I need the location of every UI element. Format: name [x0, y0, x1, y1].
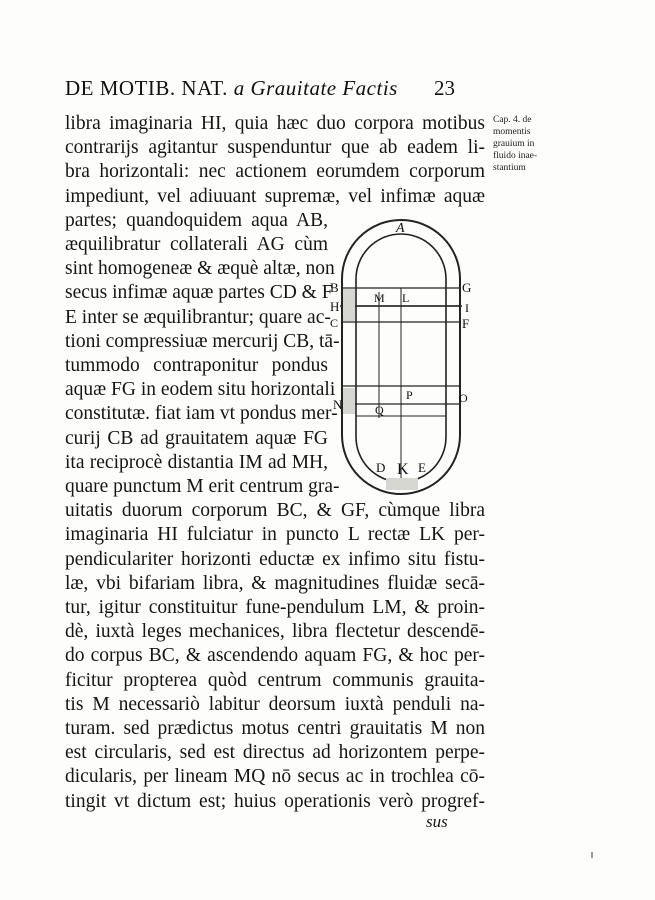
catchword: sus — [426, 812, 448, 831]
running-title-italic: a Grauitate Factis — [233, 76, 398, 100]
text-line: sint homogeneæ & æquè altæ, non — [65, 258, 335, 280]
tube-diagram — [330, 212, 490, 502]
label-n: N — [333, 397, 343, 412]
label-c: C — [330, 316, 339, 330]
text-line: do corpus BC, & ascendendo aquam FG, & hoc per- — [65, 645, 485, 667]
running-header — [65, 76, 465, 102]
text-line: ita reciprocè distantia IM ad MH, — [65, 451, 328, 473]
label-o: O — [459, 391, 468, 405]
label-a: A — [396, 221, 405, 236]
text-line: constitutæ. fiat iam vt pondus mer- — [65, 403, 338, 425]
text-line: aquæ FG in eodem situ horizontali — [65, 379, 336, 401]
text-line: secus infimæ aquæ partes CD & F — [65, 282, 333, 304]
text-line: turam. sed prædictus motus centri grauitatis M non — [65, 718, 485, 739]
text-line: contrarijs agitantur suspenduntur que ab eadem li- — [65, 137, 485, 159]
label-b: B — [330, 280, 339, 295]
mercury-bottom — [386, 478, 418, 490]
text-line: æquilibratur collaterali AG cùm — [65, 234, 328, 255]
text-line: bra horizontali: nec actionem eorumdem corporum — [65, 161, 485, 183]
margin-note — [493, 114, 573, 174]
page-speck — [591, 852, 593, 858]
text-line: E inter se æquilibrantur; quare ac- — [65, 306, 331, 328]
label-k: K — [397, 461, 409, 478]
text-line: tis M necessariò labitur deorsum iuxtà penduli na- — [65, 693, 485, 715]
running-title-caps: DE MOTIB. NAT. — [65, 76, 228, 100]
text-line: ficitur propterea quòd centrum communis grauita- — [65, 669, 485, 691]
text-line: tioni compressiuæ mercurij CB, tā- — [65, 330, 340, 352]
label-l: L — [402, 291, 410, 305]
text-line: imaginaria HI fulciatur in puncto L rectæ LK per- — [65, 524, 485, 546]
label-e: E — [418, 460, 426, 475]
text-line: tingit vt dictum est; huius operationis verò progref- — [65, 790, 485, 812]
text-line: quare punctum M erit centrum gra- — [65, 476, 340, 497]
text-line: partes; quandoquidem aqua AB, — [65, 209, 328, 231]
margin-note-line: momentis — [493, 127, 531, 137]
text-line: curij CB ad grauitatem aquæ FG — [65, 427, 328, 449]
margin-note-line: stantium — [493, 163, 526, 173]
text-line: libra imaginaria HI, quia hæc duo corpora motibus — [65, 113, 485, 134]
mercury-left-lower — [343, 388, 355, 414]
text-line: pendiculariter horizonti eductæ ex infimo situ fistu- — [65, 548, 485, 570]
label-i: I — [465, 301, 469, 315]
tube-diagram-svg — [330, 212, 490, 502]
margin-note-line: Cap. 4. de — [493, 115, 532, 125]
label-g: G — [462, 280, 472, 295]
text-line: uitatis duorum corporum BC, & GF, cùmque libra — [65, 500, 485, 522]
text-line: dicularis, per lineam MQ nō secus ac in trochlea cō- — [65, 766, 485, 788]
label-p: P — [406, 388, 413, 402]
label-d: D — [376, 460, 386, 475]
margin-note-line: fluido inae- — [493, 151, 538, 161]
text-line: impediunt, vel adiuuant supremæ, vel infimæ aquæ — [65, 185, 485, 207]
page-number: 23 — [434, 76, 455, 100]
running-title — [65, 76, 398, 101]
margin-note-line: grauium in — [493, 139, 535, 149]
label-m: M — [374, 291, 385, 305]
text-line: tummodo contraponitur pondus — [65, 355, 328, 376]
text-line: dè, iuxtà leges mechanices, libra flectetur descendē- — [65, 621, 485, 643]
text-line: est circularis, sed est directus ad horizontem perpe- — [65, 742, 485, 764]
label-h: H — [330, 299, 340, 314]
mercury-left — [343, 289, 355, 321]
text-line: læ, vbi bifariam libra, & magnitudines fluidæ secā- — [65, 572, 485, 594]
label-f: F — [462, 316, 470, 331]
text-line: tur, igitur constituitur fune-pendulum LM, & proin- — [65, 597, 485, 618]
label-q: Q — [375, 403, 384, 417]
